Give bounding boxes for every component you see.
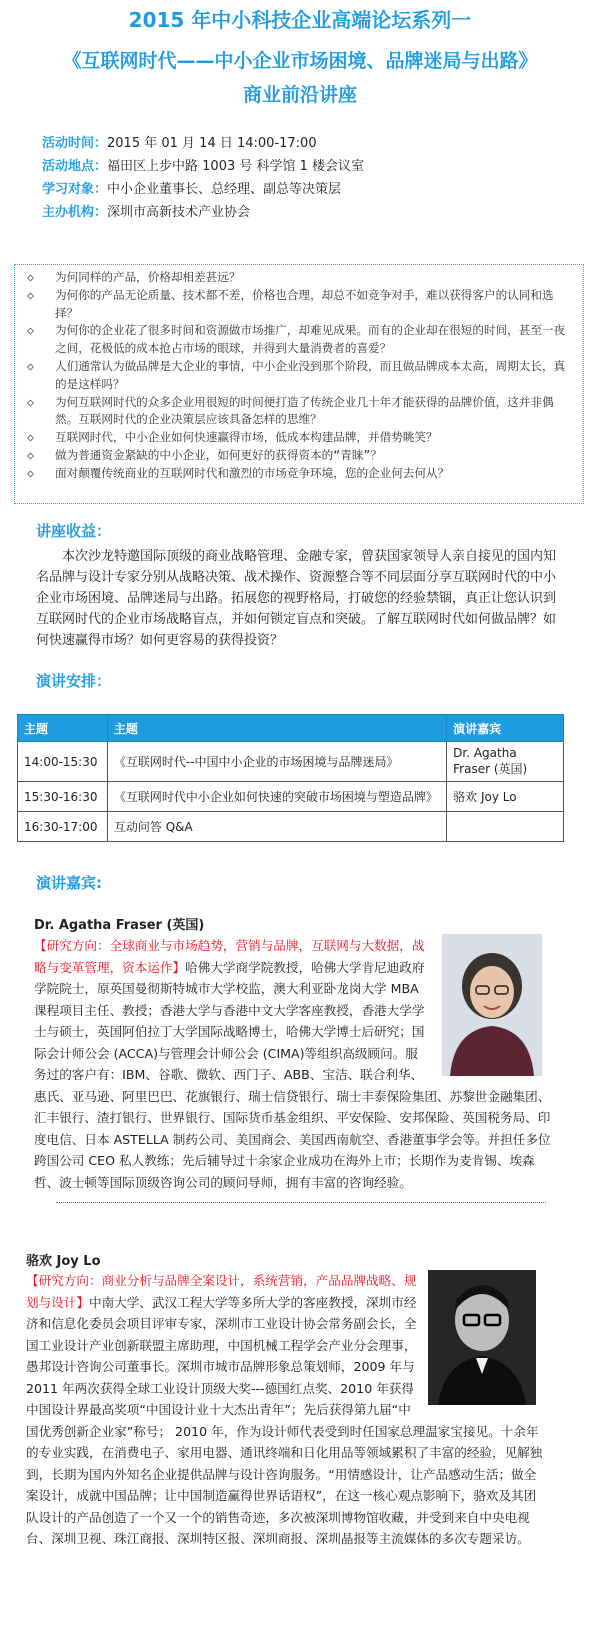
session-speaker: 骆欢 Joy Lo xyxy=(447,782,564,812)
lecture-subtitle: 商业前沿讲座 xyxy=(242,84,357,106)
speaker-bio-text: 中南大学、武汉工程大学等多所大学的客座教授，深圳市经济和信息化委员会项目评审专家，深圳市工业设计协会常务副会长，全国工业设计产业创新联盟主席助理，中国机械工程学会产业分会理事，愚邦设计咨询公司董事长。深圳市城市品牌形象总策划师，2009 年与 2011 年两次获得全球工业设计顶级大奖---德国红点奖、2010 年获得中国设计界最高奖项“中国设计业十大杰出青年”；先后获得第九届“中国优秀创新企业家”称号； 2010 年，作为设计师代表受到时任国家总理温家宝接见。十余年的专业实践，在消费电子、家用电器、通讯终端和日化用品等领域累积了丰富的经验，见解独到，长期为国内外知名企业提供品牌与设计咨询服务。“用情感设计，让产品感动生活；做全案设计，成就中国品牌；让中国制造赢得世界话语权”，在这一核心观点影响下，骆欢及其团队设计的产品创造了一个又一个的销售奇迹，多次被深圳博物馆收藏，并受到来自中央电视台、深圳卫视、珠江商报、深圳特区报、深圳商报、深圳晶报等主流媒体的多次专题采访。 xyxy=(26,1294,543,1546)
session-time: 15:30-16:30 xyxy=(18,782,108,812)
info-location: 活动地点：福田区上步中路 1003 号 科学馆 1 楼会议室 xyxy=(42,159,365,174)
question-item: ◇ 人们通常认为做品牌是大企业的事情，中小企业没到那个阶段，而且做品牌成本太高，周期太长，真的是这样吗？ xyxy=(27,358,566,391)
question-item: ◇ 做为普通资金紧缺的中小企业，如何更好的获得资本的“青睐”？ xyxy=(27,447,575,465)
info-organizer: 主办机构：深圳市高新技术产业协会 xyxy=(42,205,251,220)
table-row xyxy=(18,742,564,782)
question-item: ◇ 互联网时代，中小企业如何快速赢得市场，低成本构建品牌，并借势眺笑？ xyxy=(27,429,575,447)
info-time: 活动时间：2015 年 01 月 14 日 14:00-17:00 xyxy=(42,136,317,151)
speaker-2-name: 骆欢 Joy Lo xyxy=(26,1254,101,1269)
column-header: 主题 xyxy=(107,715,446,742)
event-info xyxy=(42,132,600,224)
diamond-bullet-icon: ◇ xyxy=(27,270,34,284)
speaker-research: 【研究方向：商业分析与品牌全案设计，系统营销，产品品牌战略、规划与设计】 xyxy=(26,1273,417,1310)
questions-box xyxy=(14,264,584,504)
benefits-text: 本次沙龙特邀国际顶级的商业战略管理、金融专家，曾获国家领导人亲自接见的国内知名品牌与设计专家分别从战略决策、战术操作、资源整合等不同层面分享互联网时代的中小企业市场困境、品牌迷局与出路。拓展您的视野格局，打破您的经验禁锢，真正让您认识到互联网时代的企业市场战略盲点，并如何锁定盲点和突破。了解互联网时代如何做品牌？如何快速赢得市场？如何更容易的获得投资？ xyxy=(36,549,557,648)
session-topic: 《互联网时代--中国中小企业的市场困境与品牌迷局》 xyxy=(107,742,446,782)
session-speaker xyxy=(447,812,564,842)
session-topic: 互动问答 Q&A xyxy=(107,812,446,842)
question-item: ◇ 为何互联网时代的众多企业用很短的时间便打造了传统企业几十年才能获得的品牌价值，这并非偶然。互联网时代的企业决策层应该具备怎样的思维？ xyxy=(27,394,554,427)
schedule-table xyxy=(17,714,564,842)
session-time: 14:00-15:30 xyxy=(18,742,108,782)
session-time: 16:30-17:00 xyxy=(18,812,108,842)
diamond-bullet-icon: ◇ xyxy=(27,358,34,373)
question-item: ◇ 为何你的产品无论质量、技术都不差，价格也合理，却总不如竞争对手，难以获得客户的认同和选择？ xyxy=(27,287,554,320)
photo-spacer xyxy=(422,1270,544,1410)
question-item: ◇ 为何你的企业花了很多时间和资源做市场推广，却难见成果。而有的企业却在很短的时间，甚至一夜之间，花极低的成本抢占市场的眼球，并得到大量消费者的喜爱？ xyxy=(27,323,566,356)
diamond-bullet-icon: ◇ xyxy=(27,430,34,445)
diamond-bullet-icon: ◇ xyxy=(27,447,34,462)
diamond-bullet-icon: ◇ xyxy=(27,323,34,338)
table-row xyxy=(18,782,564,812)
photo-spacer xyxy=(430,935,556,1081)
speaker-research: 【研究方向：全球商业与市场趋势，营销与品牌，互联网与大数据，战略与变革管理，资本运作】 xyxy=(34,938,425,975)
speaker-1-bio xyxy=(34,935,556,1193)
table-header-row xyxy=(18,715,564,742)
speaker-divider xyxy=(56,1202,546,1203)
page-title: 2015 年中小科技企业高端论坛系列一 xyxy=(128,8,472,32)
diamond-bullet-icon: ◇ xyxy=(27,394,34,409)
question-item: ◇ 面对颠覆传统商业的互联网时代和激烈的市场竞争环境，您的企业何去何从？ xyxy=(27,465,575,483)
table-row xyxy=(18,812,564,842)
header xyxy=(0,6,600,110)
column-header: 主题 xyxy=(18,715,108,742)
info-audience: 学习对象：中小企业董事长、总经理、副总等决策层 xyxy=(42,182,342,197)
speaker-bio-text: 哈佛大学商学院教授，哈佛大学肯尼迪政府学院院士，原英国曼彻斯特城市大学校监，澳大利亚卧龙岗大学 MBA 课程项目主任、教授；香港大学与香港中文大学客座教授，香港大学学士与硕士，英国阿伯拉丁大学国际战略博士，哈佛大学博士后研究；国际会计师公会 (ACCA)与管理会计师公会 (CIMA)等组织高级顾问。服务过的客户有：IBM、谷歌、微软、西门子、ABB、宝洁、联合利华、惠氏、亚马逊、阿里巴巴、花旗银行、瑞士信贷银行、瑞士丰泰保险集团、苏黎世金融集团、汇丰银行、渣打银行、世界银行、国际货币基金组织、平安保险、安邦保险、英国税务局、印度电信、日本 ASTELLA 制药公司、美国商会、美国西南航空、香港董事学会等。并担任多位跨国公司 CEO 私人教练；先后辅导过十余家企业成功在海外上市；长期作为麦肯锡、埃森哲、波士顿等国际顶级咨询公司的顾问导师，拥有丰富的咨询经验。 xyxy=(34,959,551,1190)
schedule-heading: 演讲安排： xyxy=(36,672,112,690)
speaker-1-name: Dr. Agatha Fraser (英国) xyxy=(34,918,205,933)
diamond-bullet-icon: ◇ xyxy=(27,465,34,480)
session-topic: 《互联网时代中小企业如何快速的突破市场困境与塑造品牌》 xyxy=(107,782,446,812)
session-speaker: Dr. Agatha Fraser (英国) xyxy=(447,742,564,782)
column-header: 演讲嘉宾 xyxy=(447,715,564,742)
speaker-2-bio xyxy=(26,1270,544,1550)
benefits-heading: 讲座收益： xyxy=(36,522,112,540)
speakers-heading: 演讲嘉宾: xyxy=(36,874,102,892)
question-item: ◇ 为何同样的产品，价格却相差甚远？ xyxy=(27,269,575,287)
diamond-bullet-icon: ◇ xyxy=(27,287,34,302)
lecture-title: 《互联网时代——中小企业市场困境、品牌迷局与出路》 xyxy=(62,50,538,72)
